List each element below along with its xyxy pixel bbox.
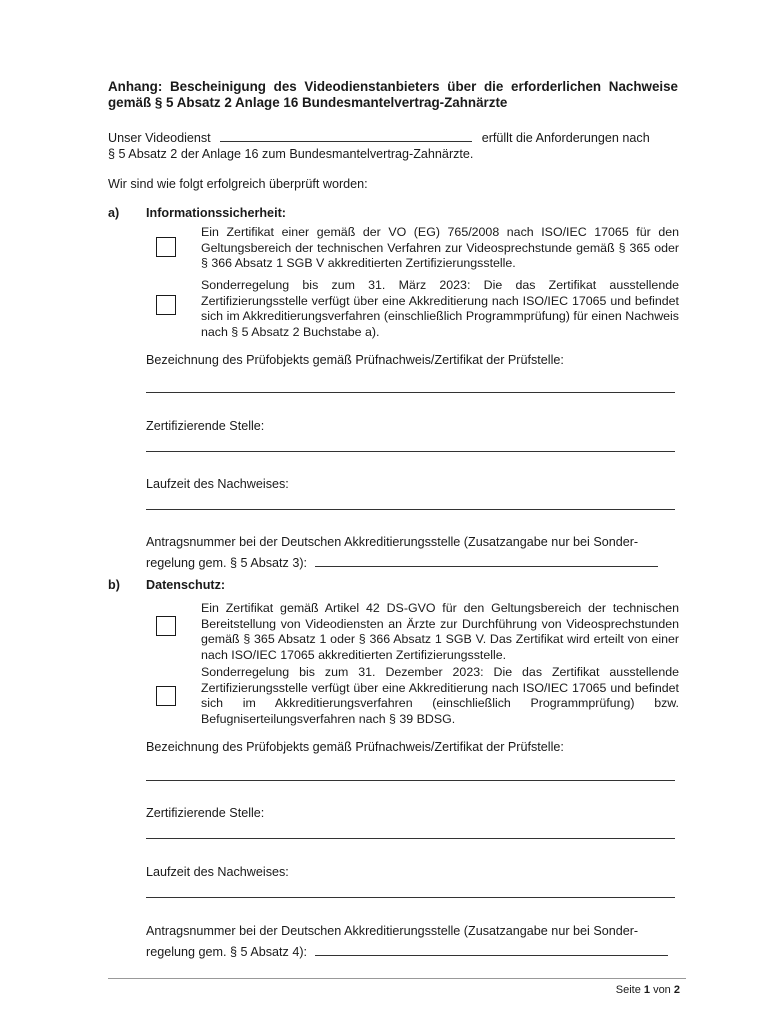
document-title: Anhang: Bescheinigung des Videodienstanbieters über die erforderlichen Nachweise gemäß § 5 Absatz 2 Anlage 16 Bundesmantelvertrag-Zahnärzte (108, 79, 678, 110)
section-b-title: Datenschutz: (146, 578, 226, 592)
footer-divider (108, 978, 686, 979)
section-b-duration-label: Laufzeit des Nachweises: (146, 865, 289, 879)
section-b-option-2-checkbox[interactable] (156, 686, 176, 706)
section-b-app-label-line-2 (146, 944, 668, 960)
section-b-option-1-text: Ein Zertifikat gemäß Artikel 42 DS-GVO für den Geltungsbereich der technischen Bereitstellung von Videodiensten an Ärzte zur Durchführung von Videosprechstunden gemäß § 365 Absatz 1 oder § 366 Absatz 1 SGB V. Das Zertifikat wird erteilt von einer nach ISO/IEC 17065 akkreditierten Zertifizierungsstelle. (201, 601, 679, 662)
section-a-duration-field[interactable] (146, 509, 675, 510)
section-a-option-1-text: Ein Zertifikat einer gemäß der VO (EG) 765/2008 nach ISO/IEC 17065 für den Geltungsbereich der technischen Verfahren zur Videosprechstunde gemäß § 365 oder § 366 Absatz 1 SGB V akkreditierten Zertifizierungsstelle. (201, 225, 679, 270)
section-a-object-field[interactable] (146, 392, 675, 393)
section-b-app-label-line-1: Antragsnummer bei der Deutschen Akkreditierungsstelle (Zusatzangabe nur bei Sonder- (146, 924, 639, 938)
verified-text: Wir sind wie folgt erfolgreich überprüft worden: (108, 177, 368, 191)
intro-text-start: Unser Videodienst (108, 131, 211, 145)
section-a-title: Informationssicherheit: (146, 206, 286, 220)
section-b-app-label-text: regelung gem. § 5 Absatz 4): (146, 945, 308, 959)
section-a-object-label: Bezeichnung des Prüfobjekts gemäß Prüfnachweis/Zertifikat der Prüfstelle: (146, 353, 564, 367)
page-word: Seite (615, 984, 641, 996)
intro-text-end: erfüllt die Anforderungen nach (481, 131, 650, 145)
section-a-app-label-line-2 (146, 555, 658, 571)
page-of: von (653, 984, 671, 996)
section-b-duration-field[interactable] (146, 897, 675, 898)
page-number (616, 984, 680, 996)
section-b-object-field[interactable] (146, 780, 675, 781)
section-b-cert-field[interactable] (146, 838, 675, 839)
section-a-option-2-text: Sonderregelung bis zum 31. März 2023: Die das Zertifikat ausstellende Zertifizierungsstelle verfügt über eine Akkreditierung nach ISO/IEC 17065 und befindet sich im Akkreditierungsverfahren (einschließlich Programmprüfung) für einen Nachweis nach § 5 Absatz 2 Buchstabe a). (201, 278, 679, 339)
section-a-option-2-checkbox[interactable] (156, 295, 176, 315)
section-a-app-label-text: regelung gem. § 5 Absatz 3): (146, 556, 308, 570)
section-a-cert-field[interactable] (146, 451, 675, 452)
section-b-option-2-text: Sonderregelung bis zum 31. Dezember 2023: Die das Zertifikat ausstellende Zertifizierungsstelle verfügt über eine Akkreditierung nach ISO/IEC 17065 und befindet sich im Akkreditierungsverfahren (einschließlich Programmprüfung) bzw. Befugniserteilungsverfahren nach § 39 BDSG. (201, 665, 679, 726)
intro-line-1 (108, 130, 678, 146)
section-a-letter: a) (108, 206, 120, 220)
page-total: 2 (673, 984, 680, 996)
page-current: 1 (643, 984, 650, 996)
section-b-object-label: Bezeichnung des Prüfobjekts gemäß Prüfnachweis/Zertifikat der Prüfstelle: (146, 740, 564, 754)
section-a-cert-label: Zertifizierende Stelle: (146, 419, 265, 433)
section-b-option-1-checkbox[interactable] (156, 616, 176, 636)
section-a-app-label-line-1: Antragsnummer bei der Deutschen Akkreditierungsstelle (Zusatzangabe nur bei Sonder- (146, 535, 639, 549)
intro-line-2: § 5 Absatz 2 der Anlage 16 zum Bundesmantelvertrag-Zahnärzte. (108, 147, 474, 161)
section-b-cert-label: Zertifizierende Stelle: (146, 806, 265, 820)
section-b-letter: b) (108, 578, 120, 592)
section-a-option-1-checkbox[interactable] (156, 237, 176, 257)
section-a-duration-label: Laufzeit des Nachweises: (146, 477, 289, 491)
section-b-app-number-field[interactable] (315, 944, 668, 956)
section-a-app-number-field[interactable] (315, 555, 658, 567)
videodienst-name-field[interactable] (220, 130, 472, 142)
